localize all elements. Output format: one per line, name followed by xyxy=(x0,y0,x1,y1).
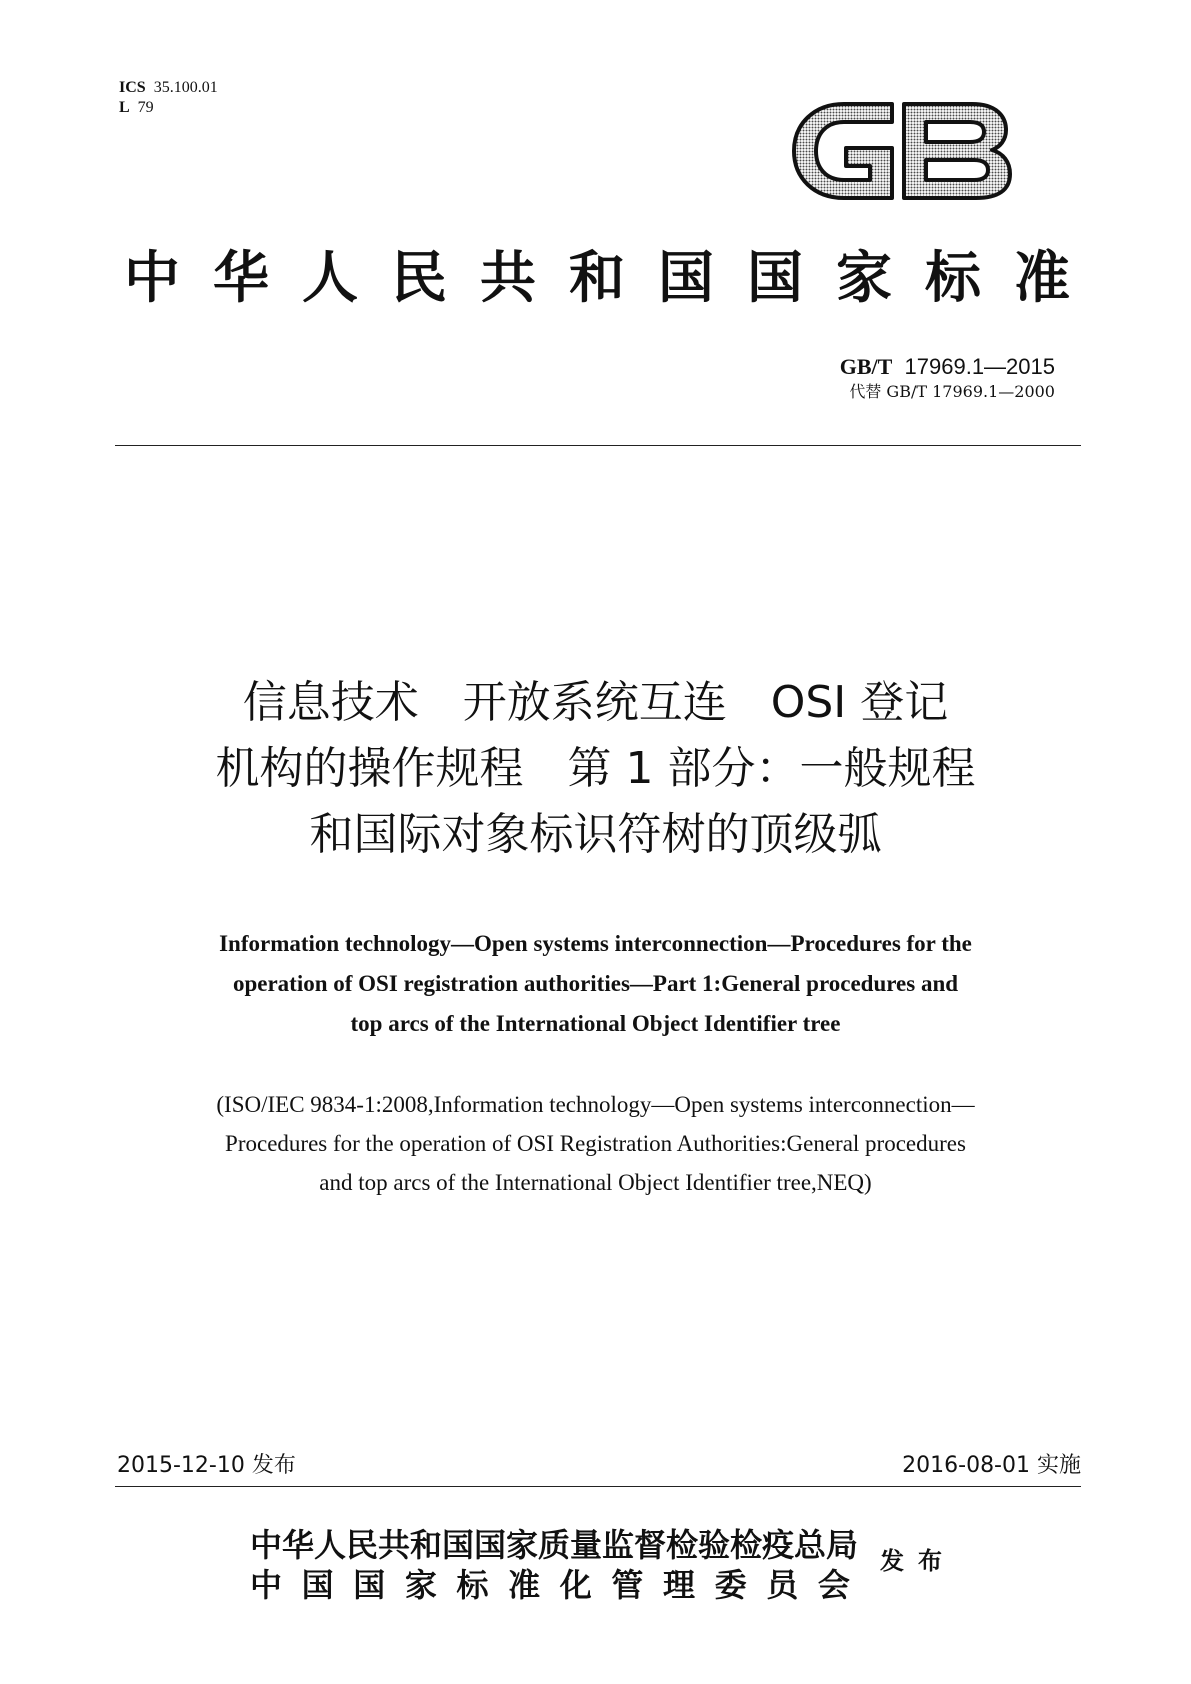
chinese-title-line-2: 机构的操作规程 第 1 部分：一般规程 xyxy=(215,743,976,794)
title-char: 华 xyxy=(213,245,269,311)
title-char: 家 xyxy=(836,245,892,311)
chinese-title xyxy=(80,670,1111,868)
ccs-label: L xyxy=(119,99,130,116)
iso-reference-line-3: and top arcs of the International Object Identifier tree,NEQ) xyxy=(319,1170,872,1195)
ccs-code: 79 xyxy=(137,99,154,116)
classification-codes xyxy=(119,78,218,118)
authority-char: 国 xyxy=(301,1566,334,1604)
iso-reference-line-1: (ISO/IEC 9834-1:2008,Information technology—Open systems interconnection— xyxy=(216,1092,975,1117)
logo-letter-g xyxy=(794,104,892,198)
english-title-line-2: operation of OSI registration authorities—Part 1:General procedures and xyxy=(232,971,959,996)
english-title-line-1: Information technology—Open systems interconnection—Procedures for the xyxy=(219,931,972,956)
standard-prefix: GB/T xyxy=(839,354,893,379)
title-char: 共 xyxy=(480,245,536,311)
english-title-line-3: top arcs of the International Object Identifier tree xyxy=(350,1011,841,1036)
iso-reference xyxy=(100,1085,1091,1202)
english-title xyxy=(100,924,1091,1044)
ccs-line xyxy=(119,98,218,118)
authority-aqsiq: 中华人民共和国国家质量监督检验检疫总局 xyxy=(250,1526,859,1564)
title-char: 国 xyxy=(747,245,803,311)
authority-char: 理 xyxy=(663,1566,696,1604)
iso-reference-line-2: Procedures for the operation of OSI Registration Authorities:General procedures xyxy=(225,1131,966,1156)
authority-char: 家 xyxy=(404,1566,437,1604)
logo-letter-b xyxy=(904,104,1010,198)
authority-char: 标 xyxy=(456,1566,489,1604)
authority-char: 国 xyxy=(353,1566,386,1604)
top-divider xyxy=(115,445,1081,446)
authority-char: 委 xyxy=(714,1566,747,1604)
title-char: 和 xyxy=(569,245,625,311)
ics-code: 35.100.01 xyxy=(153,79,218,96)
title-char: 人 xyxy=(302,245,358,311)
issuing-authorities xyxy=(250,1525,860,1605)
title-char: 标 xyxy=(925,245,981,311)
authority-char: 管 xyxy=(611,1566,644,1604)
standard-number xyxy=(840,354,1055,380)
title-char: 国 xyxy=(658,245,714,311)
authority-char: 会 xyxy=(817,1566,850,1604)
replaces-note: 代替 GB/T 17969.1—2000 xyxy=(849,382,1055,401)
gb-logo xyxy=(784,90,1020,212)
implementation-date: 2016-08-01 实施 xyxy=(902,1453,1081,1478)
ics-label: ICS xyxy=(119,79,146,96)
standard-code: 17969.1—2015 xyxy=(904,354,1055,379)
authority-char: 准 xyxy=(508,1566,541,1604)
authority-sac xyxy=(250,1565,850,1605)
national-standard-title xyxy=(112,245,1082,311)
title-char: 中 xyxy=(124,245,180,311)
title-char: 民 xyxy=(391,245,447,311)
publish-label: 发布 xyxy=(880,1546,956,1575)
title-char: 准 xyxy=(1014,245,1070,311)
chinese-title-line-1: 信息技术 开放系统互连 OSI 登记 xyxy=(242,677,949,728)
authority-char: 化 xyxy=(559,1566,592,1604)
bottom-divider xyxy=(115,1486,1081,1487)
chinese-title-line-3: 和国际对象标识符树的顶级弧 xyxy=(309,809,882,860)
issue-date: 2015-12-10 发布 xyxy=(117,1453,296,1478)
authority-char: 中 xyxy=(250,1566,283,1604)
authority-char: 员 xyxy=(766,1566,799,1604)
ics-line xyxy=(119,78,218,98)
